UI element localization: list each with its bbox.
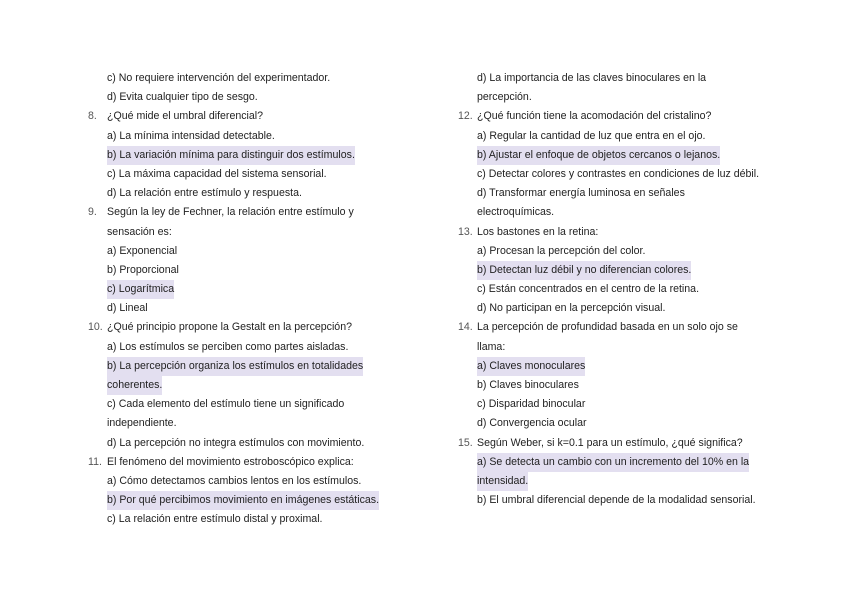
right-line [458, 376, 788, 395]
line-text: Los bastones en la retina: [477, 225, 599, 238]
left-line [88, 107, 388, 126]
right-line [458, 357, 788, 376]
left-line [88, 434, 388, 453]
question-number: 10. [88, 321, 103, 334]
line-text: d) No participan en la percepción visual. [477, 302, 666, 315]
line-text: percepción. [477, 91, 532, 104]
line-text: ¿Qué mide el umbral diferencial? [107, 110, 264, 123]
question-number: 13. [458, 225, 473, 238]
left-line [88, 69, 388, 88]
question-number: 11. [88, 455, 102, 468]
right-line [458, 491, 788, 510]
right-line [458, 395, 788, 414]
highlighted-answer-text: b) Detectan luz débil y no diferencian colores. [477, 261, 691, 280]
line-text: b) Claves binoculares [477, 379, 579, 391]
line-text: ¿Qué función tiene la acomodación del cristalino? [477, 110, 712, 123]
line-text: a) Cómo detectamos cambios lentos en los estímulos. [107, 474, 362, 487]
line-text: d) Lineal [107, 302, 148, 315]
question-number: 8. [88, 110, 97, 123]
right-line [458, 165, 788, 184]
question-number: 12. [458, 110, 473, 123]
left-line [88, 338, 388, 357]
line-text: Según la ley de Fechner, la relación entre estímulo y [107, 206, 354, 219]
line-text: c) Cada elemento del estímulo tiene un significado [107, 398, 345, 411]
line-text: c) La máxima capacidad del sistema sensorial. [107, 167, 327, 180]
right-line [458, 280, 788, 299]
line-text: Según Weber, si k=0.1 para un estímulo, ¿qué significa? [477, 436, 743, 449]
highlighted-answer-text: b) La variación mínima para distinguir dos estímulos. [107, 146, 355, 165]
left-line [88, 223, 388, 242]
line-text: c) Están concentrados en el centro de la retina. [477, 283, 700, 296]
left-line [88, 414, 388, 433]
right-line [458, 184, 788, 203]
right-line [458, 338, 788, 357]
line-text: d) Convergencia ocular [477, 417, 587, 430]
highlighted-answer-text: a) Se detecta un cambio con un incremento del 10% en la [477, 453, 749, 472]
line-text: c) No requiere intervención del experimentador. [107, 72, 331, 84]
highlighted-answer-text: b) Ajustar el enfoque de objetos cercanos o lejanos. [477, 146, 720, 165]
left-line [88, 318, 388, 337]
left-line [88, 184, 388, 203]
left-line [88, 510, 388, 529]
left-line [88, 261, 388, 280]
line-text: ¿Qué principio propone la Gestalt en la percepción? [107, 321, 352, 334]
highlighted-answer-text: c) Logarítmica [107, 280, 174, 299]
line-text: a) Procesan la percepción del color. [477, 244, 646, 257]
left-line [88, 376, 388, 395]
line-text: llama: [477, 340, 506, 353]
right-line [458, 453, 788, 472]
right-line [458, 318, 788, 337]
left-line [88, 127, 388, 146]
left-line [88, 453, 388, 472]
line-text: La percepción de profundidad basada en un solo ojo se [477, 321, 738, 334]
right-line [458, 434, 788, 453]
line-text: b) El umbral diferencial depende de la modalidad sensorial. [477, 494, 756, 507]
right-line [458, 69, 788, 88]
highlighted-answer-text: b) La percepción organiza los estímulos en totalidades [107, 357, 363, 376]
highlighted-answer-text: a) Claves monoculares [477, 357, 585, 376]
right-line [458, 242, 788, 261]
right-line [458, 88, 788, 107]
line-text: d) La percepción no integra estímulos con movimiento. [107, 436, 365, 449]
line-text: c) Detectar colores y contrastes en condiciones de luz débil. [477, 167, 760, 180]
line-text: d) La relación entre estímulo y respuesta. [107, 187, 302, 200]
question-number: 15. [458, 436, 473, 449]
line-text: c) La relación entre estímulo distal y proximal. [107, 513, 323, 526]
right-line [458, 203, 788, 222]
highlighted-answer-text: coherentes. [107, 376, 162, 395]
line-text: a) Exponencial [107, 244, 178, 257]
left-line [88, 357, 388, 376]
right-line [458, 127, 788, 146]
left-line [88, 88, 388, 107]
line-text: c) Disparidad binocular [477, 398, 586, 411]
question-number: 14. [458, 321, 473, 334]
left-line [88, 395, 388, 414]
right-line [458, 107, 788, 126]
line-text: a) La mínima intensidad detectable. [107, 129, 275, 142]
line-text: a) Regular la cantidad de luz que entra en el ojo. [477, 129, 706, 142]
line-text: b) Proporcional [107, 263, 179, 276]
left-line [88, 299, 388, 318]
line-text: d) Transformar energía luminosa en señales [477, 187, 685, 200]
left-column [88, 69, 388, 530]
left-line [88, 242, 388, 261]
right-line [458, 299, 788, 318]
right-line [458, 472, 788, 491]
right-line [458, 223, 788, 242]
highlighted-answer-text: intensidad. [477, 472, 528, 491]
right-line [458, 261, 788, 280]
right-column [458, 69, 788, 510]
line-text: electroquímicas. [477, 206, 555, 219]
left-line [88, 280, 388, 299]
line-text: d) La importancia de las claves binoculares en la [477, 72, 707, 84]
left-line [88, 165, 388, 184]
line-text: independiente. [107, 417, 177, 430]
line-text: d) Evita cualquier tipo de sesgo. [107, 91, 258, 104]
line-text: sensación es: [107, 225, 172, 238]
line-text: El fenómeno del movimiento estroboscópico explica: [107, 455, 354, 468]
left-line [88, 203, 388, 222]
question-number: 9. [88, 206, 97, 219]
line-text: a) Los estímulos se perciben como partes aisladas. [107, 340, 349, 353]
left-line [88, 146, 388, 165]
highlighted-answer-text: b) Por qué percibimos movimiento en imágenes estáticas. [107, 491, 379, 510]
left-line [88, 472, 388, 491]
right-line [458, 414, 788, 433]
left-line [88, 491, 388, 510]
right-line [458, 146, 788, 165]
